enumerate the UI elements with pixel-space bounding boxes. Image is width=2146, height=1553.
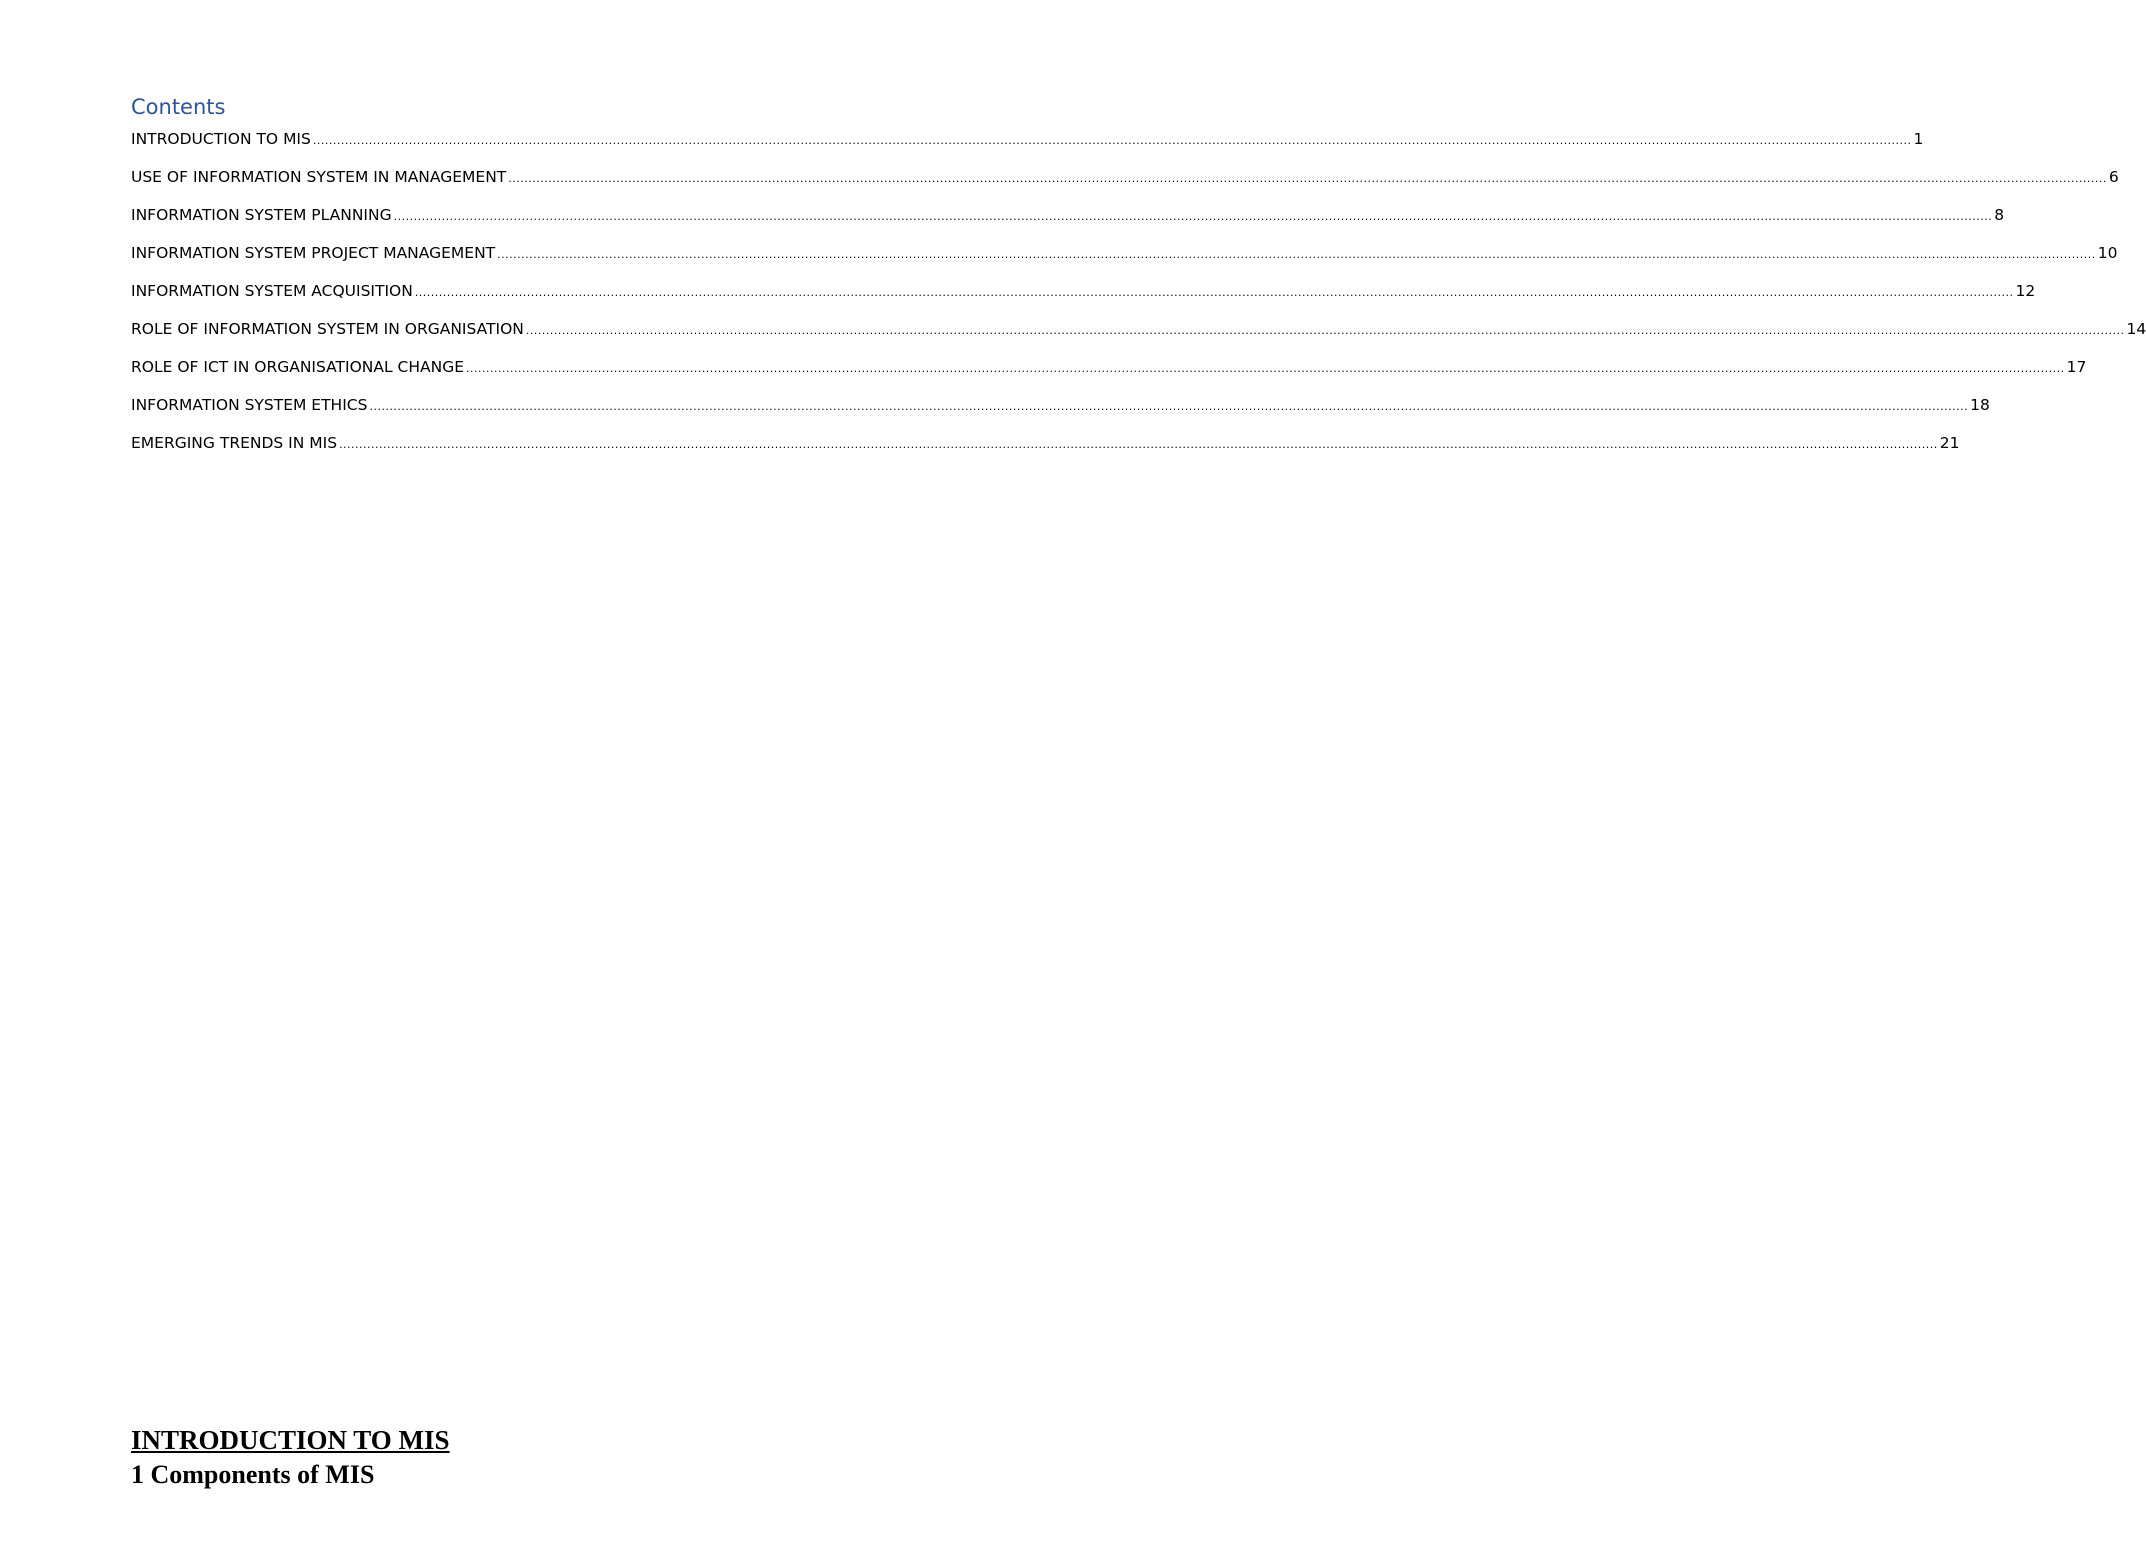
sub-heading: 1 Components of MIS [131,1460,375,1489]
toc-entry-title: INFORMATION SYSTEM PROJECT MANAGEMENT [131,244,496,262]
toc-list [131,124,2146,466]
toc-entry-title: ROLE OF ICT IN ORGANISATIONAL CHANGE [131,358,465,376]
toc-dot-leader: ................................................................................................................................................................................................................................................................................................................................................................................................................ [339,438,1938,451]
toc-dot-leader: ................................................................................................................................................................................................................................................................................................................................................................................................................ [414,286,2014,299]
toc-dot-leader: ................................................................................................................................................................................................................................................................................................................................................................................................................ [369,400,1969,413]
toc-entry-page: 18 [1970,396,1990,414]
toc-entry-is-project-management[interactable] [131,238,2118,276]
toc-entry-role-of-is-in-organisation[interactable] [131,314,2146,352]
toc-entry-title: INTRODUCTION TO MIS [131,130,311,148]
toc-entry-page: 14 [2126,320,2146,338]
toc-entry-page: 12 [2015,282,2036,300]
toc-entry-is-acquisition[interactable] [131,276,2036,314]
section-heading: INTRODUCTION TO MIS [131,1425,450,1455]
toc-dot-leader: ................................................................................................................................................................................................................................................................................................................................................................................................................ [312,134,1912,147]
toc-dot-leader: ................................................................................................................................................................................................................................................................................................................................................................................................................ [393,210,1993,223]
toc-dot-leader: ................................................................................................................................................................................................................................................................................................................................................................................................................ [466,362,2065,375]
toc-entry-use-of-is-in-management[interactable] [131,162,2119,200]
toc-entry-title: EMERGING TRENDS IN MIS [131,434,338,452]
toc-entry-title: INFORMATION SYSTEM ACQUISITION [131,282,413,300]
toc-dot-leader: ................................................................................................................................................................................................................................................................................................................................................................................................................ [508,172,2107,185]
toc-entry-role-of-ict[interactable] [131,352,2087,390]
table-of-contents [131,92,2146,466]
toc-entry-page: 6 [2108,168,2119,186]
toc-heading: Contents [131,95,226,119]
toc-entry-page: 8 [1994,206,2005,224]
toc-entry-is-planning[interactable] [131,200,2005,238]
toc-entry-emerging-trends[interactable] [131,428,1960,466]
toc-entry-title: INFORMATION SYSTEM ETHICS [131,396,368,414]
toc-dot-leader: ................................................................................................................................................................................................................................................................................................................................................................................................................ [525,324,2125,337]
toc-entry-is-ethics[interactable] [131,390,1990,428]
toc-entry-title: USE OF INFORMATION SYSTEM IN MANAGEMENT [131,168,507,186]
toc-entry-page: 10 [2097,244,2118,262]
toc-entry-page: 1 [1913,130,1924,148]
toc-entry-page: 17 [2066,358,2087,376]
toc-entry-title: INFORMATION SYSTEM PLANNING [131,206,392,224]
toc-entry-title: ROLE OF INFORMATION SYSTEM IN ORGANISATION [131,320,524,338]
toc-entry-introduction-to-mis[interactable] [131,124,1924,162]
toc-entry-page: 21 [1939,434,1960,452]
toc-dot-leader: ................................................................................................................................................................................................................................................................................................................................................................................................................ [497,248,2096,261]
